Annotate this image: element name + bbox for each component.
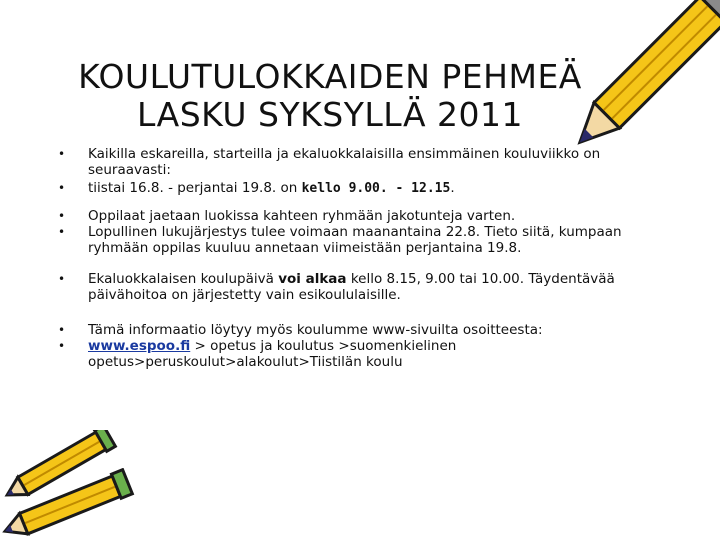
bullet-dot: • [58,272,66,286]
bullet-bold-text: kello 9.00. - 12.15 [301,181,451,196]
slide-title [40,58,620,134]
bullet-text: Lopullinen lukujärjestys tulee voimaan maanantaina 22.8. Tieto siitä, kumpaan ryhmään oppilas kuuluu annetaan viimeistään perjantaina 19.8. [88,224,622,256]
bullet-text-end: > opetus ja koulutus >suomenkielinen opetus>peruskoulut>alakoulut>Tiistilän koulu [88,338,457,370]
bullet-dot: • [58,339,66,353]
bullet-text: tiistai 16.8. - perjantai 19.8. on [88,180,302,196]
pencil-icon [0,468,150,540]
bullet-dot: • [58,209,66,223]
bullet-list [58,146,658,370]
bullet-text-end: kello 8.15, 9.00 tai 10.00. Täydentävää päivähoitoa on järjestetty vain esikoululaisille. [88,271,615,303]
list-item [58,322,658,338]
list-item [58,208,658,224]
bullet-bold-text: voi alkaa [278,271,347,287]
title-line-1: KOULUTULOKKAIDEN PEHMEÄ [78,57,582,96]
pencil-icon [560,0,720,170]
list-item [58,338,658,370]
bullet-text: Tämä informaatio löytyy myös koulumme www-sivuilta osoitteesta: [88,322,543,338]
list-item [58,271,658,303]
bullet-dot: • [58,225,66,239]
title-line-2: LASKU SYKSYLLÄ 2011 [137,95,523,134]
list-item [58,180,658,197]
bullet-dot: • [58,181,66,195]
bullet-dot: • [58,323,66,337]
espoo-link[interactable]: www.espoo.fi [88,338,191,354]
bullet-text: Ekaluokkalaisen koulupäivä [88,271,279,287]
bullet-text-end: . [450,180,455,196]
list-item [58,224,658,256]
bullet-dot: • [58,147,66,161]
bullet-text: Oppilaat jaetaan luokissa kahteen ryhmään jakotunteja varten. [88,208,516,224]
bullet-text: Kaikilla eskareilla, starteilla ja ekaluokkalaisilla ensimmäinen kouluviikko on seuraavasti: [88,146,601,178]
